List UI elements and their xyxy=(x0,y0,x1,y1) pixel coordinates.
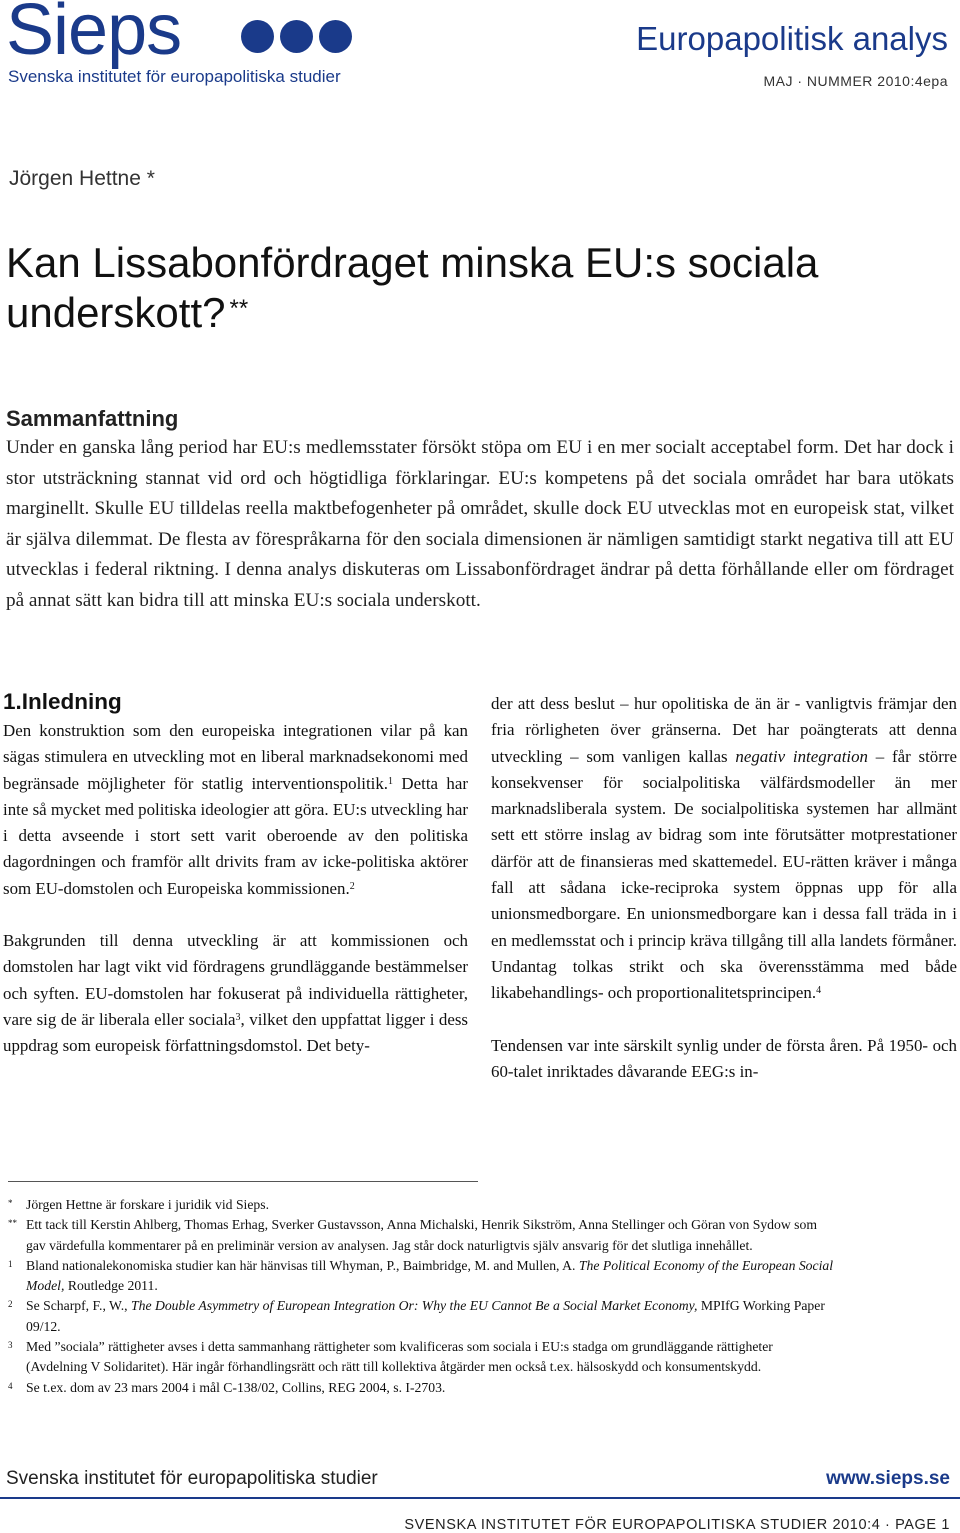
footnote-mark: 4 xyxy=(8,1380,13,1391)
p2-text-a: Bakgrunden till denna utveckling är att kommissionen och domstolen har lagt vikt vid fördragens grundläggande bestämmelser och syften. EU-domstolen har fokuserat på individuella rättigheter, vare sig de är liberala eller sociala xyxy=(3,931,468,1029)
footnote-text: Ett tack till Kerstin Ahlberg, Thomas Erhag, Sverker Gustavsson, Anna Michalski, Henrik Sikström, Anna Stellinger och Göran von Sydow som gav värdefulla kommentarer på en preliminär version av analysen. Jag står dock naturligtvis själv ansvarig för det slutliga innehållet. xyxy=(26,1217,817,1253)
footer-organization: Svenska institutet för europapolitiska studier xyxy=(6,1468,378,1489)
footnote-text: Bland nationalekonomiska studier kan här hänvisas till Whyman, P., Baimbridge, M. and Mullen, A. xyxy=(26,1257,579,1273)
footnote-text: Se Scharpf, F., W., xyxy=(26,1298,131,1314)
footnote-ref[interactable]: 3 xyxy=(235,1011,241,1023)
footnote-ref[interactable]: 4 xyxy=(816,985,822,997)
logo-dot-icon xyxy=(280,20,313,53)
page-footer: SVENSKA INSTITUTET FÖR EUROPAPOLITISKA STUDIER 2010:4 · PAGE 1 xyxy=(404,1517,950,1533)
footnote-mark: 1 xyxy=(8,1258,13,1269)
footnote-item xyxy=(6,1378,836,1398)
footnote-ref[interactable]: 2 xyxy=(349,880,355,892)
logo-dot-icon xyxy=(241,20,274,53)
footnote-text: Med ”sociala” rättigheter avses i detta sammanhang rättigheter som kvalificeras som sociala i EU:s stadga om grundläggande rättigheter (Avdelning V Solidaritet). Här ingår förhandlingsrätt och rätt till kollektiva åtgärder men också t.ex. hälsoskydd och konsumentskydd. xyxy=(26,1339,773,1375)
issue-line: MAJ · NUMMER 2010:4epa xyxy=(763,73,948,89)
footnote-ref[interactable]: 1 xyxy=(388,775,394,787)
section-heading: 1.Inledning xyxy=(3,689,122,714)
logo-tagline: Svenska institutet för europapolitiska studier xyxy=(8,67,341,86)
footer-website-link[interactable]: www.sieps.se xyxy=(826,1468,950,1489)
summary-heading: Sammanfattning xyxy=(6,406,179,431)
body-paragraph-1 xyxy=(3,718,468,902)
series-title: Europapolitisk analys xyxy=(636,20,948,57)
footnote-item xyxy=(6,1215,836,1256)
footnote-italic: The Double Asymmetry of European Integration Or: Why the EU Cannot Be a Social Market Economy, xyxy=(130,1298,698,1314)
page-title xyxy=(6,238,956,338)
footnote-text: Jörgen Hettne är forskare i juridik vid Sieps. xyxy=(26,1197,270,1212)
footnote-text: Se t.ex. dom av 23 mars 2004 i mål C-138/02, Collins, REG 2004, s. I-2703. xyxy=(26,1379,446,1395)
footnote-text: MPIfG Working Paper 09/12. xyxy=(26,1298,825,1334)
title-text: Kan Lissabonfördraget minska EU:s sociala underskott? xyxy=(6,239,819,336)
footnote-mark: * xyxy=(8,1198,13,1208)
body-paragraph-3: Tendensen var inte särskilt synlig under de första åren. På 1950- och 60-talet inriktades dåvarande EEG:s in- xyxy=(491,1035,957,1081)
footnote-item xyxy=(6,1296,836,1337)
footnote-italic: The Political Economy of the European Social Model, xyxy=(26,1257,834,1294)
title-footnote-mark: ** xyxy=(229,295,249,322)
footnote-divider xyxy=(8,1181,478,1182)
author-name: Jörgen Hettne * xyxy=(9,167,155,190)
body-column-left xyxy=(3,688,468,1060)
footnote-item xyxy=(6,1337,836,1378)
body-column-right xyxy=(491,691,957,1085)
footnote-item xyxy=(6,1256,836,1297)
p2-italic: negativ integration xyxy=(735,746,868,766)
p2-text-c: – får större konsekvenser för socialpolitiska välfärdsmodeller än mer marknadsliberala system. De socialpolitiska systemen har allmänt sett ett större inslag av bidrag som inte förutsätter motprestationer därför att de finansieras med skattemedel. EU-rätten kräver i många fall att sådana icke-reciproka system öppnas upp för alla unionsmedborgare. En unionsmedborgare kan i dessa fall träda in i en medlemsstat och i princip kräva tillgång till alla landets förmåner. Undantag tolkas strikt och ska överensstämma med både likabehandlings- och proportionalitetsprincipen. xyxy=(491,746,957,1003)
body-paragraph-2 xyxy=(3,928,468,1059)
footnote-item xyxy=(6,1195,836,1215)
sieps-logo-wordmark: Sieps xyxy=(6,0,182,70)
footnotes xyxy=(6,1195,836,1398)
footnote-text: Routledge 2011. xyxy=(64,1278,158,1294)
footnote-mark: 2 xyxy=(8,1299,13,1310)
logo-dot-icon xyxy=(319,20,352,53)
summary-text: Under en ganska lång period har EU:s medlemsstater försökt stöpa om EU i en mer socialt acceptabel form. Det har dock i stor utsträckning stannat vid ord och högtidliga förklaringar. EU:s kompetens på det sociala området har bara utökats marginellt. Skulle EU tilldelas reella maktbefogenheter på området, skulle dock EU utvecklas mot en europeisk stat, vilket är själva dilemmat. De flesta av förespråkarna för den sociala dimensionen är nämligen samtidigt starkt negativa till att EU utvecklas i federal riktning. I denna analys diskuteras om Lissabonfördraget ändrar på detta förhållande eller om fördraget på annat sätt kan bidra till att minska EU:s sociala underskott. xyxy=(6,437,954,611)
footnote-mark: 3 xyxy=(8,1340,13,1351)
p2-text-b-start: , vilket den uppfattat ligger i dess uppdrag som europeisk författningsdomstol. Det bety- xyxy=(3,1009,468,1056)
body-paragraph-2-cont: der att dess beslut – hur opolitiska de än är - vanligtvis främjar den fria rörligheten över gränserna. Det har poängterats att denna utveckling – som vanligen kallas negativ integration – får större konsekvenser för socialpolitiska välfärdsmodeller än mer marknadsliberala system. De socialpolitiska systemen har allmänt sett ett större inslag av bidrag som inte förutsätter motprestationer därför att de finansieras med skattemedel. EU-rätten kräver i många fall att sådana icke-reciproka system öppnas upp för alla unionsmedborgare. En unionsmedborgare kan i dessa fall träda in i en medlemsstat och i princip kräva tillgång till alla landets förmåner. Undantag tolkas strikt och ska överensstämma med både likabehandlings- och proportionalitetsprincipen.$^4$ xyxy=(491,694,957,1003)
footnote-mark: ** xyxy=(8,1218,17,1229)
footer-divider xyxy=(0,1497,960,1499)
p1-text-a: Den konstruktion som den europeiska integrationen vilar på kan sägas stimulera en utveckling mot en liberal marknadsekonomi med begränsade möjligheter för statlig interventionspolitik. xyxy=(3,721,468,793)
p1-text-b: Detta har inte så mycket med politiska ideologier att göra. EU:s utveckling har i detta avseende i stort sett varit oberoende av den politiska dagordningen och framför allt drivits fram av icke-politiska aktörer som EU-domstolen och Europeiska kommissionen. xyxy=(3,773,468,898)
